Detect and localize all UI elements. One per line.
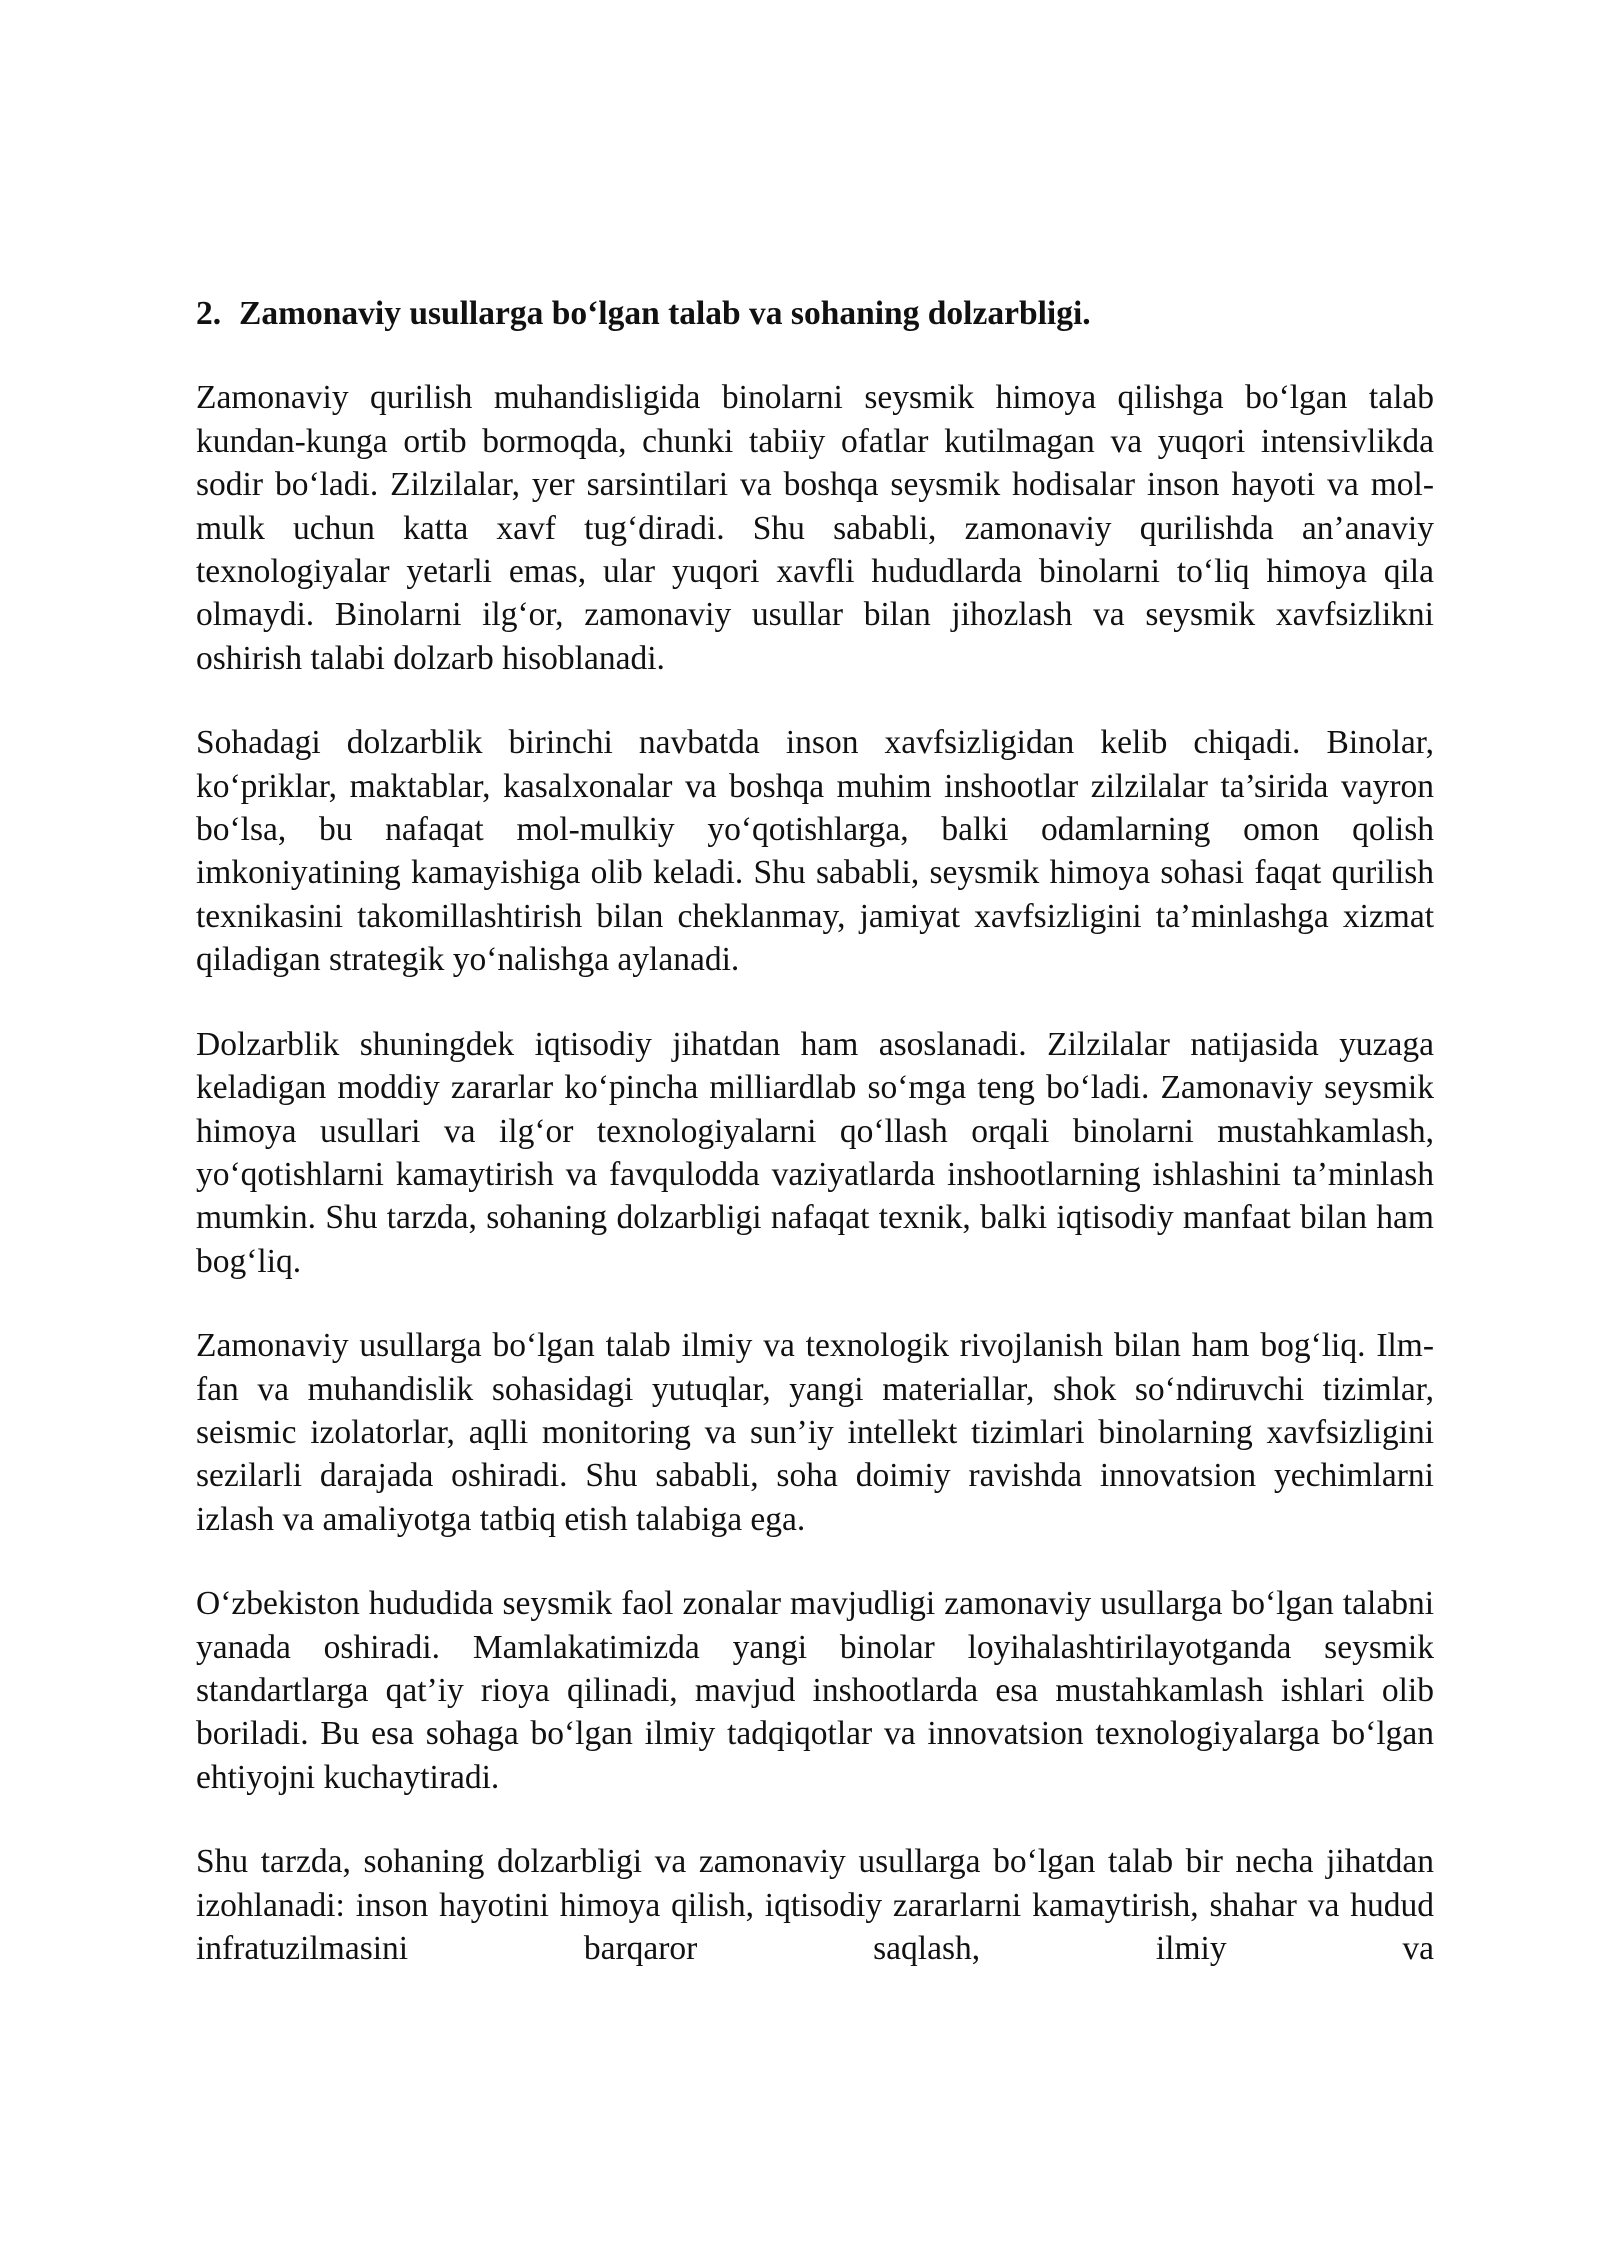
paragraph-4: Zamonaviy usullarga bo‘lgan talab ilmiy va texnologik rivojlanish bilan ham bog‘liq. Ilm-fan va muhandislik sohasidagi yutuqlar, yangi materiallar, shok so‘ndiruvchi tizimlar, seismic izolatorlar, aqlli monitoring va sun’iy intellekt tizimlari binolarning xavfsizligini sezilarli darajada oshiradi. Shu sababli, soha doimiy ravishda innovatsion yechimlarni izlash va amaliyotga tatbiq etish talabiga ega. — [196, 1327, 1434, 1538]
paragraph-5: O‘zbekiston hududida seysmik faol zonalar mavjudligi zamonaviy usullarga bo‘lgan talabni yanada oshiradi. Mamlakatimizda yangi binolar loyihalashtirilayotganda seysmik standartlarga qat’iy rioya qilinadi, mavjud inshootlarda esa mustahkamlash ishlari olib boriladi. Bu esa sohaga bo‘lgan ilmiy tadqiqotlar va innovatsion texnologiyalarga bo‘lgan ehtiyojni kuchaytiradi. — [196, 1585, 1434, 1796]
section-title: Zamonaviy usullarga bo‘lgan talab va sohaning dolzarbligi. — [239, 295, 1091, 332]
paragraph-2: Sohadagi dolzarblik birinchi navbatda inson xavfsizligidan kelib chiqadi. Binolar, ko‘priklar, maktablar, kasalxonalar va boshqa muhim inshootlar zilzilalar ta’sirida vayron bo‘lsa, bu nafaqat mol-mulkiy yo‘qotishlarga, balki odamlarning omon qolish imkoniyatining kamayishiga olib keladi. Shu sababli, seysmik himoya sohasi faqat qurilish texnikasini takomillashtirish bilan cheklanmay, jamiyat xavfsizligini ta’minlashga xizmat qiladigan strategik yo‘nalishga aylanadi. — [196, 724, 1434, 979]
paragraph-1: Zamonaviy qurilish muhandisligida binolarni seysmik himoya qilishga bo‘lgan talab kundan-kunga ortib bormoqda, chunki tabiiy ofatlar kutilmagan va yuqori intensivlikda sodir bo‘ladi. Zilzilalar, yer sarsintilari va boshqa seysmik hodisalar inson hayoti va mol-mulk uchun katta xavf tug‘diradi. Shu sababli, zamonaviy qurilishda an’anaviy texnologiyalar yetarli emas, ular yuqori xavfli hududlarda binolarni to‘liq himoya qila olmaydi. Binolarni ilg‘or, zamonaviy usullar bilan jihozlash va seysmik xavfsizlikni oshirish talabi dolzarb hisoblanadi. — [196, 379, 1434, 677]
section-heading — [196, 292, 1434, 335]
paragraph-3: Dolzarblik shuningdek iqtisodiy jihatdan ham asoslanadi. Zilzilalar natijasida yuzaga keladigan moddiy zararlar ko‘pincha milliardlab so‘mga teng bo‘ladi. Zamonaviy seysmik himoya usullari va ilg‘or texnologiyalarni qo‘llash orqali binolarni mustahkamlash, yo‘qotishlarni kamaytirish va favqulodda vaziyatlarda inshootlarning ishlashini ta’minlash mumkin. Shu tarzda, sohaning dolzarbligi nafaqat texnik, balki iqtisodiy manfaat bilan ham bog‘liq. — [196, 1025, 1434, 1280]
page-content — [196, 292, 1434, 2011]
section-number: 2. — [196, 295, 222, 332]
paragraph-6: Shu tarzda, sohaning dolzarbligi va zamonaviy usullarga bo‘lgan talab bir necha jihatdan izohlanadi: inson hayotini himoya qilish, iqtisodiy zararlarni kamaytirish, shahar va hudud infratuzilmasini barqaror saqlash, ilmiy va — [196, 1843, 1434, 1967]
